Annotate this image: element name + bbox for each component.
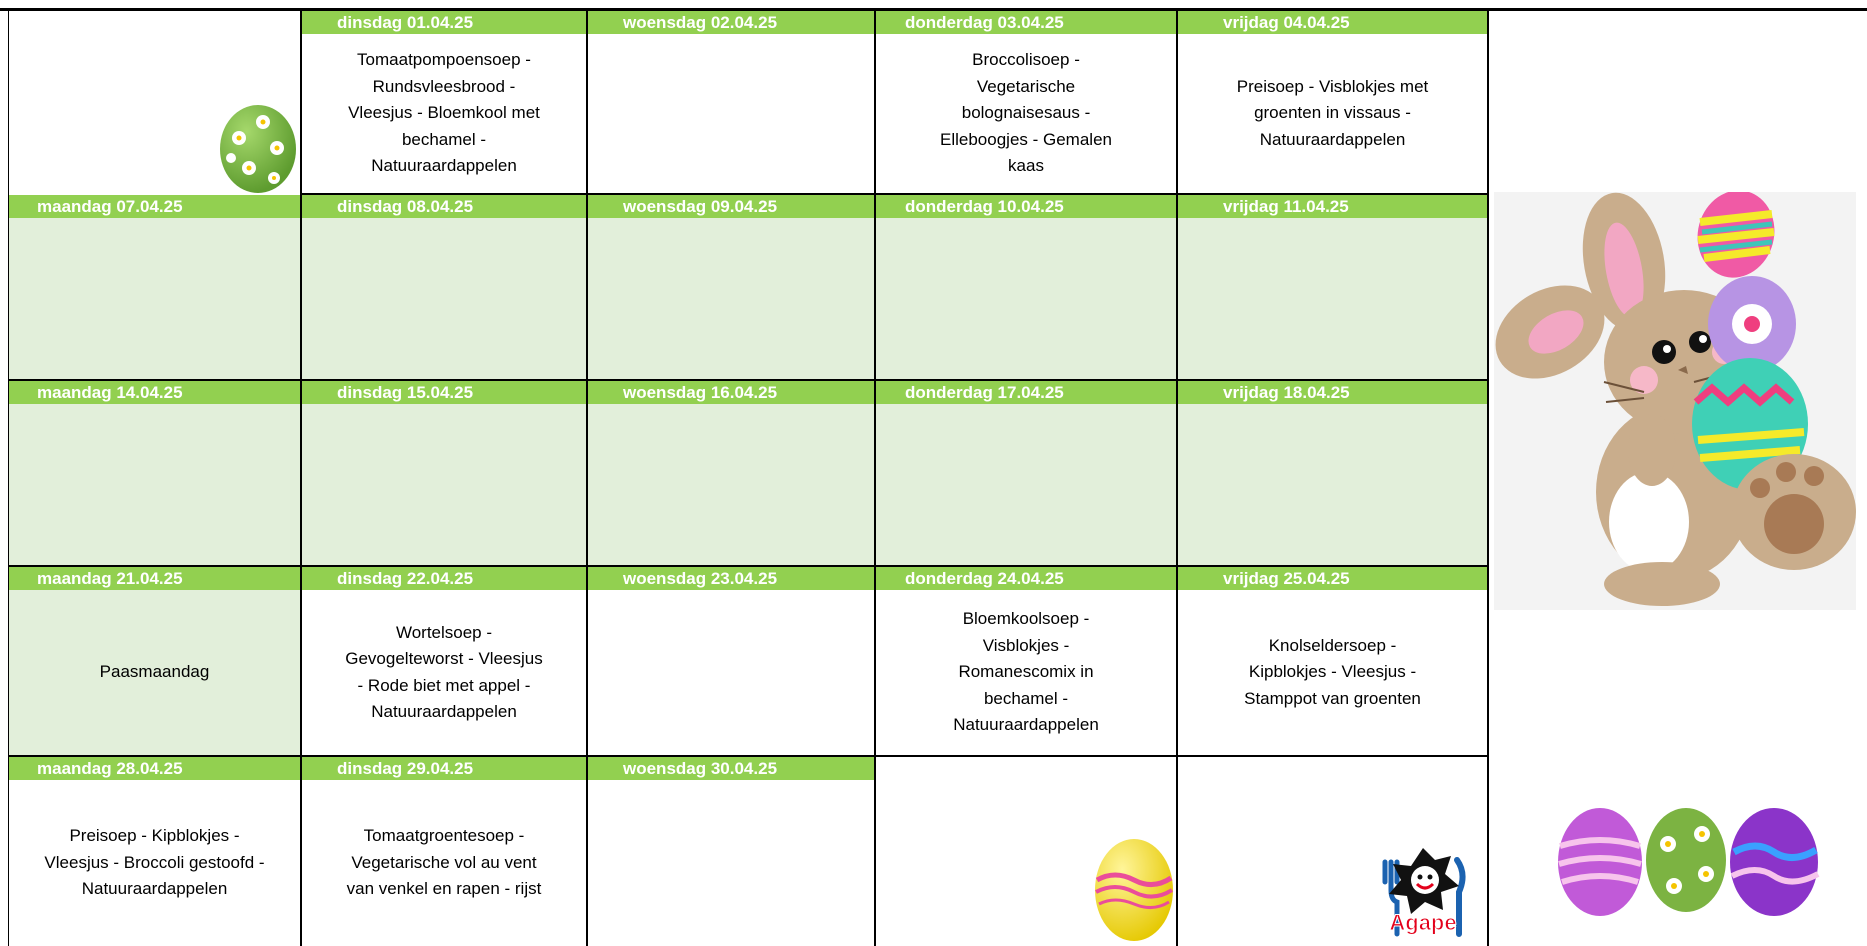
day-menu bbox=[1178, 34, 1487, 193]
day-header: woensdag 16.04.25 bbox=[588, 381, 874, 404]
day-cell bbox=[876, 381, 1178, 567]
day-cell bbox=[302, 381, 588, 567]
day-cell bbox=[302, 11, 588, 195]
easter-bunny-illustration bbox=[1494, 192, 1856, 610]
day-menu bbox=[876, 590, 1176, 755]
day-menu bbox=[588, 404, 874, 565]
yellow-egg-icon bbox=[1093, 834, 1175, 942]
day-header: woensdag 23.04.25 bbox=[588, 567, 874, 590]
day-header: maandag 14.04.25 bbox=[9, 381, 300, 404]
day-cell bbox=[876, 195, 1178, 381]
day-cell bbox=[588, 757, 876, 946]
day-menu bbox=[588, 590, 874, 755]
day-cell bbox=[9, 757, 302, 946]
menu-text: Preisoep - Visblokjes met groenten in vissaus - Natuuraardappelen bbox=[1236, 76, 1429, 149]
day-header: dinsdag 15.04.25 bbox=[302, 381, 586, 404]
day-menu bbox=[302, 34, 586, 193]
menu-text: Broccolisoep - Vegetarische bolognaisesaus - Elleboogjes - Gemalen kaas bbox=[940, 50, 1112, 176]
day-header: donderdag 10.04.25 bbox=[876, 195, 1176, 218]
day-cell bbox=[302, 757, 588, 946]
day-header: woensdag 02.04.25 bbox=[588, 11, 874, 34]
day-cell bbox=[302, 195, 588, 381]
day-cell bbox=[588, 381, 876, 567]
day-menu bbox=[302, 780, 586, 946]
day-header: vrijdag 11.04.25 bbox=[1178, 195, 1487, 218]
day-menu bbox=[876, 404, 1176, 565]
day-cell bbox=[1178, 567, 1489, 757]
day-menu bbox=[876, 34, 1176, 193]
menu-text: Tomaatgroentesoep - Vegetarische vol au vent van venkel en rapen - rijst bbox=[346, 826, 542, 899]
day-header: maandag 28.04.25 bbox=[9, 757, 300, 780]
day-header: dinsdag 22.04.25 bbox=[302, 567, 586, 590]
day-cell bbox=[876, 567, 1178, 757]
day-cell bbox=[588, 11, 876, 195]
day-menu bbox=[302, 218, 586, 379]
menu-text: Preisoep - Kipblokjes - Vleesjus - Broccoli gestoofd - Natuuraardappelen bbox=[44, 826, 265, 899]
day-menu bbox=[588, 34, 874, 193]
day-header: dinsdag 29.04.25 bbox=[302, 757, 586, 780]
day-menu bbox=[1178, 590, 1487, 755]
menu-text: Tomaatpompoensoep - Rundsvleesbrood - Vleesjus - Bloemkool met bechamel - Natuuraardappelen bbox=[348, 50, 540, 176]
day-cell bbox=[9, 195, 302, 381]
agape-logo bbox=[1373, 842, 1473, 942]
day-header: woensdag 30.04.25 bbox=[588, 757, 874, 780]
menu-text: Knolseldersoep - Kipblokjes - Vleesjus - Stamppot van groenten bbox=[1244, 635, 1421, 708]
menu-text: Wortelsoep - Gevogelteworst - Vleesjus - Rode biet met appel - Natuuraardappelen bbox=[345, 622, 543, 721]
day-menu bbox=[588, 780, 874, 946]
day-header: donderdag 17.04.25 bbox=[876, 381, 1176, 404]
day-menu bbox=[9, 404, 300, 565]
day-cell bbox=[9, 381, 302, 567]
day-cell bbox=[588, 195, 876, 381]
day-header: vrijdag 04.04.25 bbox=[1178, 11, 1487, 34]
day-menu bbox=[1178, 404, 1487, 565]
day-header: maandag 07.04.25 bbox=[9, 195, 300, 218]
day-header: donderdag 03.04.25 bbox=[876, 11, 1176, 34]
day-cell bbox=[302, 567, 588, 757]
day-menu bbox=[588, 218, 874, 379]
menu-text: Paasmaandag bbox=[99, 662, 210, 682]
egg-trio-icon bbox=[1556, 804, 1826, 920]
day-cell bbox=[1178, 195, 1489, 381]
day-menu bbox=[9, 218, 300, 379]
day-menu bbox=[1178, 218, 1487, 379]
green-egg-icon bbox=[219, 100, 299, 194]
day-menu bbox=[876, 218, 1176, 379]
day-cell bbox=[1178, 381, 1489, 567]
day-menu bbox=[9, 590, 300, 755]
day-header: dinsdag 08.04.25 bbox=[302, 195, 586, 218]
day-header: dinsdag 01.04.25 bbox=[302, 11, 586, 34]
day-menu bbox=[302, 404, 586, 565]
day-cell bbox=[588, 567, 876, 757]
day-cell bbox=[9, 567, 302, 757]
day-menu bbox=[9, 780, 300, 946]
agape-logo-text: Agape bbox=[1389, 910, 1457, 935]
day-header: maandag 21.04.25 bbox=[9, 567, 300, 590]
menu-text: Bloemkoolsoep - Visblokjes - Romanescomix in bechamel - Natuuraardappelen bbox=[953, 609, 1099, 735]
day-header: donderdag 24.04.25 bbox=[876, 567, 1176, 590]
day-header: woensdag 09.04.25 bbox=[588, 195, 874, 218]
day-header: vrijdag 18.04.25 bbox=[1178, 381, 1487, 404]
day-menu bbox=[302, 590, 586, 755]
day-cell bbox=[876, 11, 1178, 195]
day-header: vrijdag 25.04.25 bbox=[1178, 567, 1487, 590]
day-cell bbox=[1178, 11, 1489, 195]
